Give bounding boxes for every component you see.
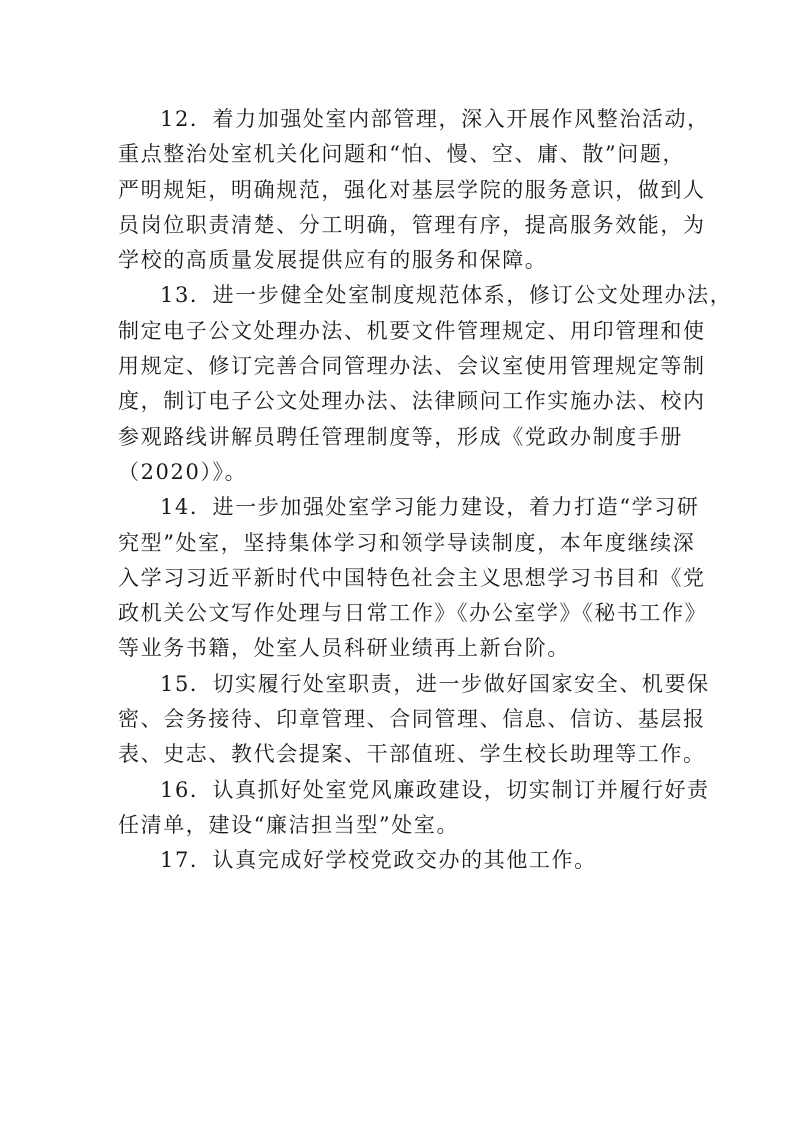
text-line: 员岗位职责清楚、分工明确，管理有序，提高服务效能，为 [118,212,706,237]
text-line: 13．进一步健全处室制度规范体系，修订公文处理办法， [160,283,733,308]
paragraph-16 [118,773,710,844]
text-line: 学校的高质量发展提供应有的服务和保障。 [118,248,548,273]
text-line: 等业务书籍，处室人员科研业绩再上新台阶。 [118,636,570,661]
text-line: 度，制订电子公文处理办法、法律顾问工作实施办法、校内 [118,389,706,414]
text-line: 任清单，建设“廉洁担当型”处室。 [118,812,460,837]
text-line: （2020）》。 [118,459,248,484]
text-line: 参观路线讲解员聘任管理制度等，形成《党政办制度手册 [118,424,683,449]
text-line: 严明规矩，明确规范，强化对基层学院的服务意识，做到人 [118,177,706,202]
text-line: 12．着力加强处室内部管理，深入开展作风整治活动， [160,107,710,131]
text-line: 密、会务接待、印章管理、合同管理、信息、信访、基层报 [118,707,706,732]
text-line: 制定电子公文处理办法、机要文件管理规定、用印管理和使 [118,318,706,343]
text-line: 用规定、修订完善合同管理办法、会议室使用管理规定等制 [118,354,706,379]
text-line: 16．认真抓好处室党风廉政建设，切实制订并履行好责 [160,777,710,802]
text-line: 入学习习近平新时代中国特色社会主义思想学习书目和《党 [118,565,706,590]
text-line: 重点整治处室机关化问题和“怕、慢、空、庸、散”问题， [118,142,686,167]
paragraph-12 [118,102,710,278]
document-body [118,102,733,879]
text-line: 究型”处室，坚持集体学习和领学导读制度，本年度继续深 [118,530,696,555]
text-line: 17．认真完成好学校党政交办的其他工作。 [160,848,597,873]
text-line: 表、史志、教代会提案、干部值班、学生校长助理等工作。 [118,742,706,767]
paragraph-15 [118,667,710,773]
text-line: 15．切实履行处室职责，进一步做好国家安全、机要保 [160,671,710,696]
paragraph-17 [118,843,678,878]
text-line: 14．进一步加强处室学习能力建设，着力打造“学习研 [160,495,700,520]
text-line: 政机关公文写作处理与日常工作》《办公室学》《秘书工作》 [118,601,708,626]
paragraph-14 [118,490,708,666]
paragraph-13 [118,278,733,490]
